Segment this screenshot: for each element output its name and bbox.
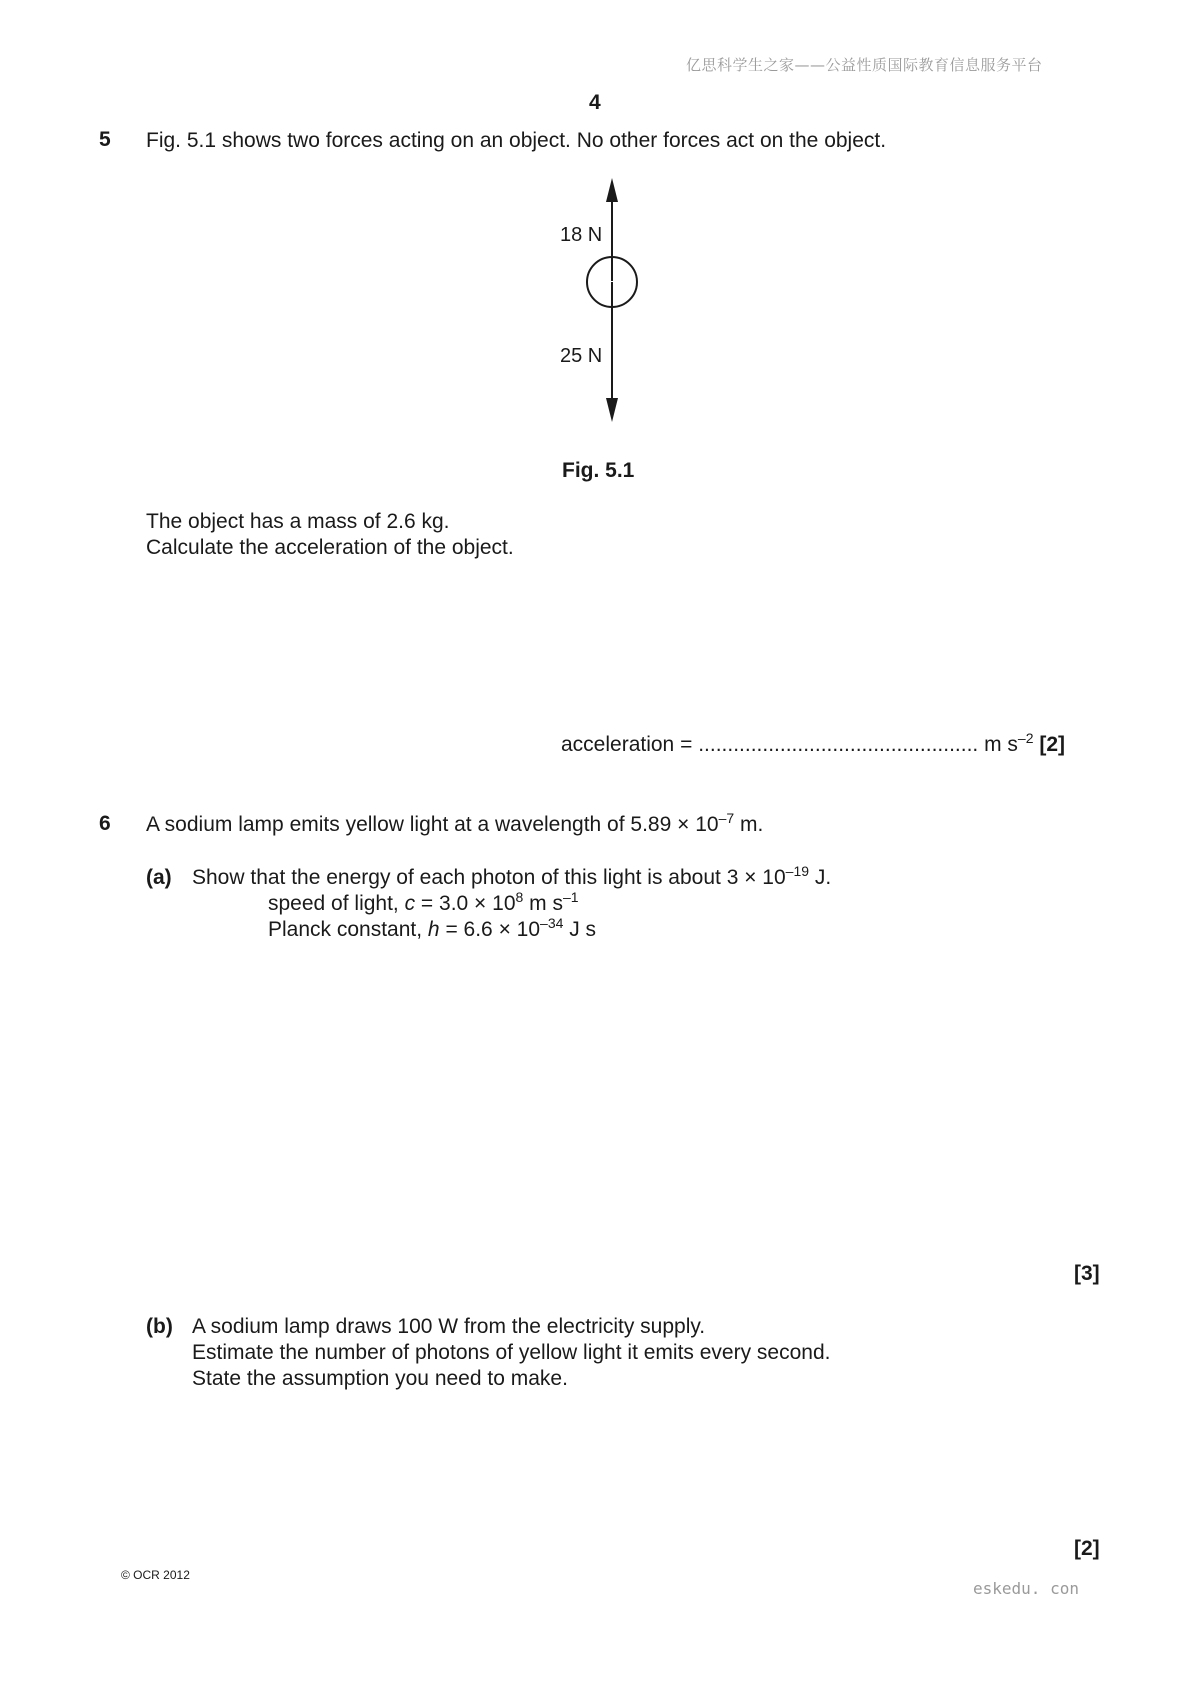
- force-diagram: [540, 170, 660, 430]
- question-5-line2: Calculate the acceleration of the object.: [146, 536, 514, 559]
- intro-unit: m.: [734, 813, 764, 836]
- h-exponent: –34: [540, 915, 564, 931]
- h-label: Planck constant,: [268, 918, 428, 941]
- question-5-intro: Fig. 5.1 shows two forces acting on an object. No other forces act on the object.: [146, 129, 887, 152]
- answer-dots[interactable]: ................................................: [698, 733, 979, 756]
- part-a-marks: [3]: [1074, 1262, 1100, 1285]
- c-exponent: 8: [515, 889, 524, 905]
- force-down-arrowhead: [606, 398, 618, 422]
- page-number: 4: [589, 91, 601, 114]
- part-a-exponent: –19: [785, 863, 810, 879]
- intro-text: A sodium lamp emits yellow light at a wavelength of 5.89 × 10: [146, 813, 719, 836]
- part-a-text: [192, 864, 831, 891]
- h-symbol: h: [427, 918, 440, 941]
- part-b-label: (b): [146, 1315, 173, 1338]
- c-value: = 3.0 × 10: [415, 892, 516, 915]
- header-watermark: 亿思科学生之家——公益性质国际教育信息服务平台: [686, 56, 1043, 74]
- answer-label: acceleration =: [561, 733, 693, 756]
- part-b-line3: State the assumption you need to make.: [192, 1367, 568, 1390]
- force-down-label: 25 N: [560, 345, 603, 367]
- c-unit-exponent: –1: [562, 889, 579, 905]
- part-b-line1: A sodium lamp draws 100 W from the electricity supply.: [192, 1315, 706, 1338]
- part-b-marks: [2]: [1074, 1537, 1100, 1560]
- footer-watermark: eskedu. con: [973, 1579, 1079, 1598]
- force-up-label: 18 N: [560, 224, 603, 246]
- question-5-number: 5: [99, 128, 111, 151]
- part-a-label: (a): [146, 866, 172, 889]
- answer-unit-exponent: –2: [1017, 730, 1034, 746]
- part-a-unit: J.: [809, 866, 832, 889]
- planck-constant-line: [268, 916, 596, 943]
- speed-of-light-line: [268, 890, 579, 917]
- question-5-line1: The object has a mass of 2.6 kg.: [146, 510, 450, 533]
- part-b-line2: Estimate the number of photons of yellow light it emits every second.: [192, 1341, 831, 1364]
- answer-unit: m s: [984, 733, 1018, 756]
- question-6-number: 6: [99, 812, 111, 835]
- intro-exponent: –7: [718, 810, 735, 826]
- copyright: © OCR 2012: [121, 1568, 190, 1582]
- h-unit: J s: [563, 918, 597, 941]
- question-6-intro: [146, 811, 763, 838]
- c-unit: m s: [523, 892, 563, 915]
- force-up-arrowhead: [606, 178, 618, 202]
- answer-line-acceleration: [561, 731, 1065, 758]
- part-a-text-main: Show that the energy of each photon of this light is about 3 × 10: [192, 866, 786, 889]
- c-label: speed of light,: [268, 892, 405, 915]
- c-symbol: c: [404, 892, 416, 915]
- h-value: = 6.6 × 10: [439, 918, 541, 941]
- question-5-marks: [2]: [1039, 733, 1066, 756]
- figure-caption: Fig. 5.1: [562, 459, 635, 482]
